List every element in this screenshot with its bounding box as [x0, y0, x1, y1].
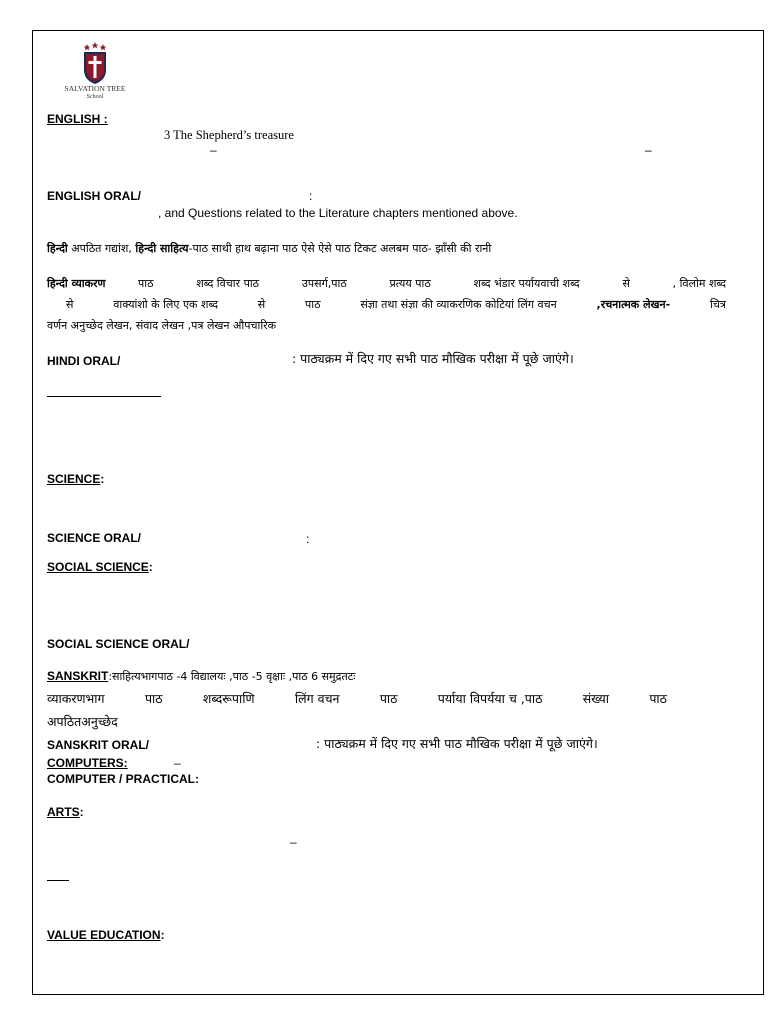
- hindi-grammar-row1-item: शब्द विचार पाठ: [196, 277, 260, 290]
- hindi-grammar-row2-item: से: [66, 298, 74, 311]
- sanskrit-row2-item: पाठ: [379, 691, 398, 706]
- sanskrit-row2-item: व्याकरणभाग: [47, 691, 105, 706]
- hindi-grammar-row2-item: ,रचनात्मक लेखन-: [596, 298, 671, 311]
- english-oral-line: , and Questions related to the Literature chapters mentioned above.: [158, 206, 518, 220]
- divider-line: [47, 396, 161, 397]
- hindi-sahitya: हिन्दी साहित्य: [135, 242, 189, 255]
- science-oral-heading: SCIENCE ORAL/: [47, 531, 142, 545]
- hindi-grammar-row2-item: संज्ञा तथा संज्ञा की व्याकरणिक कोटियां लिंग वचन: [360, 298, 557, 311]
- school-name: [60, 84, 130, 102]
- hindi-oral-heading: HINDI ORAL/: [47, 354, 121, 368]
- hindi-grammar-row3: वर्णन अनुच्छेद लेखन, संवाद लेखन ,पत्र लेखन औपचारिक: [47, 319, 277, 332]
- english-oral-heading: ENGLISH ORAL/: [47, 189, 142, 203]
- sanskrit-line1-text: :साहित्यभागपाठ -4 विद्यालयः ,पाठ -5 वृक्षाः ,पाठ 6 समुद्रतटः: [108, 670, 356, 683]
- hindi-grammar-row1-item: उपसर्ग,पाठ: [301, 277, 347, 290]
- hindi-grammar-row2-item: पाठ: [305, 298, 321, 311]
- hindi-grammar-row1-item: से: [622, 277, 630, 290]
- school-name-line2: School: [86, 94, 104, 100]
- hindi-grammar-label: हिन्दी व्याकरण: [47, 277, 106, 290]
- sanskrit-oral-heading: SANSKRIT ORAL/: [47, 738, 149, 752]
- sanskrit-oral-text: : पाठ्यक्रम में दिए गए सभी पाठ मौखिक परीक्षा में पूछे जाएंगे।: [316, 736, 598, 751]
- hindi-oral-text: : पाठ्यक्रम में दिए गए सभी पाठ मौखिक परीक्षा में पूछे जाएंगे।: [292, 351, 574, 366]
- computers-heading: COMPUTERS:: [47, 756, 128, 770]
- sanskrit-row2-item: संख्या: [582, 691, 609, 706]
- sanskrit-line1: [47, 669, 356, 684]
- hindi-apathit: अपठित गद्यांश,: [71, 242, 136, 255]
- sanskrit-row2-item: पाठ: [649, 691, 667, 706]
- hindi-grammar-row2-item: वाक्यांशो के लिए एक शब्द: [113, 298, 218, 311]
- arts-short-line: [47, 880, 69, 881]
- hindi-grammar-row2-item: चित्र: [710, 298, 726, 311]
- hindi-grammar-row2: [66, 297, 726, 312]
- science-oral-colon: :: [306, 532, 310, 546]
- arts-heading: ARTS:: [47, 805, 84, 819]
- value-education-heading: VALUE EDUCATION:: [47, 928, 165, 942]
- english-dash1: –: [210, 143, 217, 157]
- sanskrit-row2-item: शब्दरूपाणि: [202, 691, 255, 706]
- sanskrit-heading: SANSKRIT: [47, 669, 109, 683]
- hindi-grammar-row1-item: शब्द भंडार पर्यायवाची शब्द: [473, 277, 580, 290]
- hindi-line: [47, 241, 491, 256]
- computers-dash: –: [174, 756, 181, 770]
- sanskrit-row2-item: पाठ: [144, 691, 163, 706]
- hindi-grammar-row2-item: से: [257, 298, 266, 311]
- sanskrit-row2-item: लिंग वचन: [294, 691, 340, 706]
- computer-practical-heading: COMPUTER / PRACTICAL:: [47, 772, 199, 786]
- english-dash2: –: [645, 143, 652, 157]
- page-border: [32, 30, 764, 995]
- english-line1: 3 The Shepherd’s treasure: [164, 128, 294, 142]
- hindi-label: हिन्दी: [47, 242, 68, 255]
- arts-dash: –: [290, 835, 297, 849]
- english-oral-colon: :: [309, 189, 313, 203]
- hindi-grammar-row1: [138, 276, 726, 291]
- english-heading: ENGLISH :: [47, 112, 108, 126]
- sanskrit-row2: [47, 690, 667, 707]
- sanskrit-row2-item: पर्याया विपर्यया च ,पाठ: [437, 691, 543, 706]
- hindi-grammar-row1-item: पाठ: [138, 277, 154, 290]
- school-name-line1: SALVATION TREE: [64, 84, 126, 93]
- science-heading: SCIENCE:: [47, 472, 105, 486]
- hindi-rest: -पाठ साथी हाथ बढ़ाना पाठ ऐसे ऐसे पाठ टिकट अलबम पाठ- झाँसी की रानी: [188, 242, 492, 255]
- hindi-grammar-row1-item: , विलोम शब्द: [672, 277, 726, 290]
- social-science-oral-heading: SOCIAL SCIENCE ORAL/: [47, 637, 190, 651]
- social-science-heading: SOCIAL SCIENCE:: [47, 560, 153, 574]
- hindi-grammar-row1-item: प्रत्यय पाठ: [389, 277, 431, 290]
- sanskrit-line3: अपठितअनुच्छेद: [47, 714, 118, 729]
